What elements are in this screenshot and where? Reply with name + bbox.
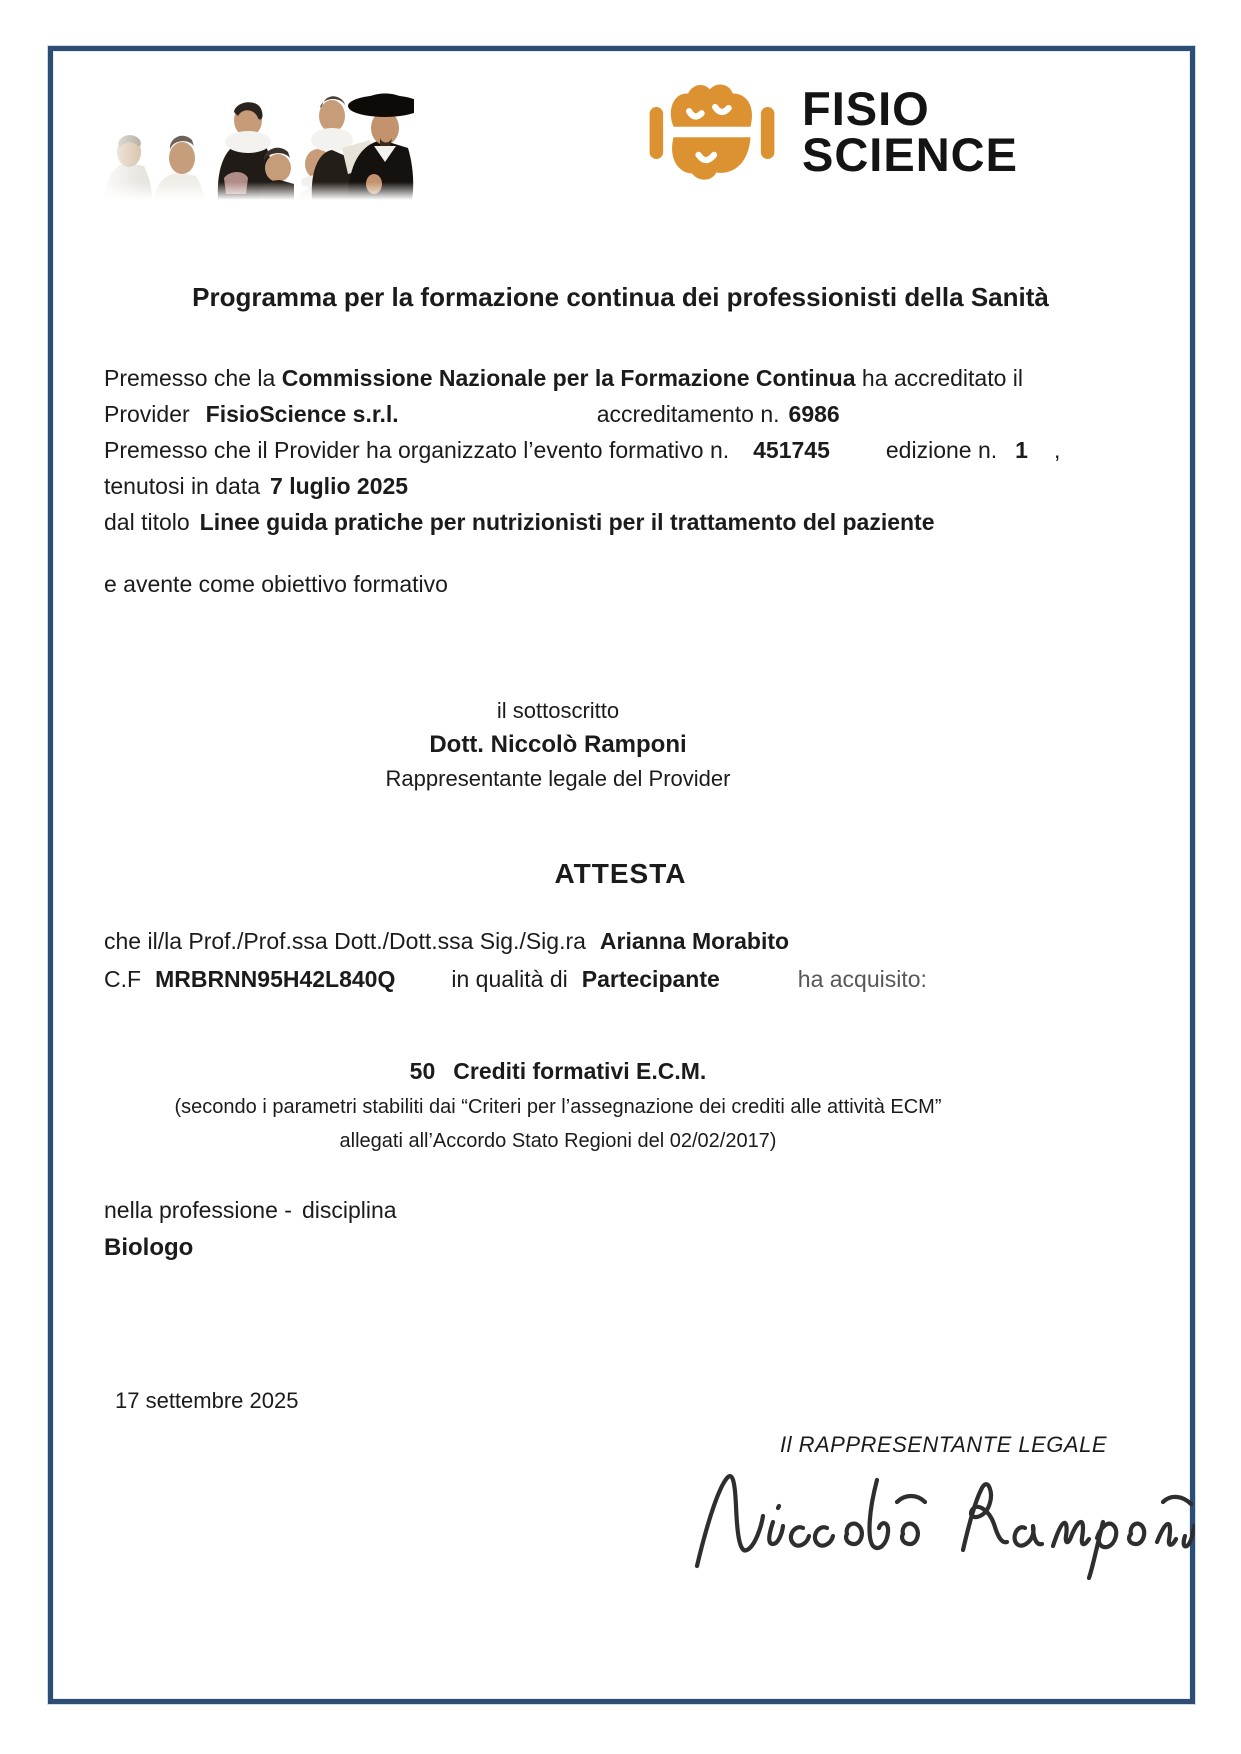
attesta-heading: ATTESTA: [554, 858, 687, 889]
recipient-name: Arianna Morabito: [599, 928, 790, 954]
fiscal-code-line: [104, 966, 927, 993]
cf-value: MRBRNN95H42L840Q: [155, 966, 396, 992]
recipient-prefix: che il/la Prof./Prof.ssa Dott./Dott.ssa Sig./Sig.ra: [104, 928, 586, 954]
accreditation-label: accreditamento n.: [596, 401, 780, 427]
logo-wordmark: [802, 81, 1018, 181]
course-title-label: dal titolo: [104, 509, 190, 535]
edition-label: edizione n.: [885, 437, 998, 463]
signer-title: Il RAPPRESENTANTE LEGALE: [779, 1432, 1107, 1457]
premise-line-4: [104, 468, 1174, 504]
credits-block: [98, 1058, 1018, 1153]
commission-name: Commissione Nazionale per la Formazione Continua: [281, 365, 856, 391]
recipient-line: [104, 928, 789, 955]
credits-label: Crediti formativi E.C.M.: [453, 1058, 707, 1084]
edition-number: 1: [1015, 437, 1028, 463]
accreditation-number: 6986: [788, 401, 840, 427]
brain-icon: [648, 80, 776, 184]
signature-handwriting: [685, 1458, 1195, 1583]
premise-line-2: [104, 396, 1174, 432]
premise-line-1: [104, 360, 1174, 396]
event-label: Premesso che il Provider ha organizzato l’evento formativo n.: [104, 437, 730, 463]
quality-label: in qualità di: [451, 966, 568, 992]
painting-fade-bottom: [96, 182, 414, 200]
provider-label: Provider: [104, 401, 190, 427]
subscriber-block: [98, 694, 1018, 796]
premise-line1-post: ha accreditato il: [855, 365, 1024, 391]
profession-label: [104, 1192, 397, 1229]
document-title: Programma per la formazione continua dei professionisti della Sanità: [192, 282, 1049, 312]
held-on-label: tenutosi in data: [104, 473, 261, 499]
credits-note-line1: (secondo i parametri stabiliti dai “Criteri per l’assegnazione dei crediti alle attività ECM”: [174, 1096, 942, 1118]
premise-line-5: [104, 504, 1174, 540]
objective-line: e avente come obiettivo formativo: [104, 571, 448, 597]
premise-line-3: [104, 432, 1174, 468]
profession-label-post: disciplina: [301, 1197, 397, 1223]
issue-date: 17 settembre 2025: [115, 1388, 299, 1413]
profession-label-pre: nella professione -: [104, 1197, 292, 1223]
quality-value: Partecipante: [581, 966, 720, 992]
credits-value: 50: [409, 1058, 436, 1084]
logo-wordmark-line2: SCIENCE: [802, 128, 1018, 181]
profession-block: [104, 1192, 397, 1266]
subscriber-role: Rappresentante legale del Provider: [385, 766, 731, 791]
subscriber-name: Dott. Niccolò Ramponi: [429, 731, 687, 758]
edition-comma: ,: [1053, 437, 1061, 463]
cf-label: C.F: [104, 966, 142, 992]
logo-wordmark-line1: FISIO: [802, 81, 930, 135]
premise-line1-pre: Premesso che la: [104, 365, 282, 391]
provider-name: FisioScience s.r.l.: [205, 401, 399, 427]
premise-paragraph: [104, 360, 1174, 602]
classical-painting-image: [96, 82, 414, 200]
fisioscience-logo: [648, 80, 1018, 184]
painting-illustration: [96, 82, 414, 200]
subscriber-intro: il sottoscritto: [496, 698, 620, 723]
profession-value: Biologo: [104, 1234, 194, 1261]
signature: [685, 1458, 1195, 1583]
credits-line: [98, 1058, 1018, 1085]
credits-note-line2: allegati all’Accordo Stato Regioni del 02/02/2017): [339, 1130, 777, 1152]
event-number: 451745: [753, 437, 830, 463]
course-title: Linee guida pratiche per nutrizionisti per il trattamento del paziente: [199, 509, 935, 535]
event-date: 7 luglio 2025: [270, 473, 409, 499]
acquired-label: ha acquisito:: [797, 966, 927, 992]
